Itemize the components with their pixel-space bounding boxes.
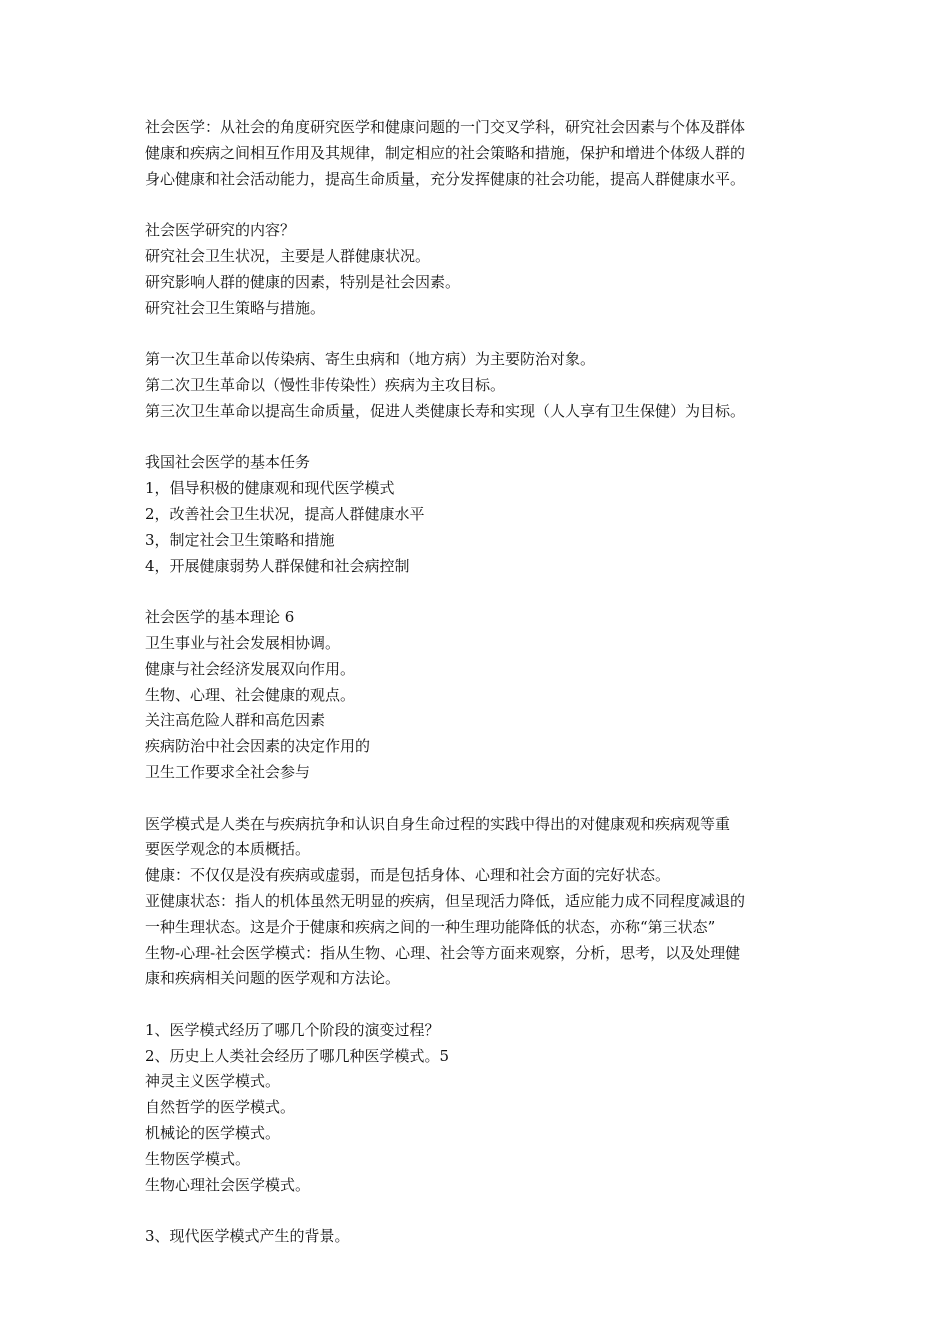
text-line: 社会医学：从社会的角度研究医学和健康问题的一门交叉学科，研究社会因素与个体及群体 <box>145 118 746 136</box>
section-heading: 社会医学研究的内容？ <box>145 221 296 240</box>
question-line: 1、医学模式经历了哪几个阶段的演变过程？ <box>145 1020 440 1039</box>
text-line: 第三次卫生革命以提高生命质量，促进人类健康长寿和实现（人人享有卫生保健）为目标。 <box>145 401 746 420</box>
text-line: 第二次卫生革命以（慢性非传染性）疾病为主攻目标。 <box>145 375 506 394</box>
list-item: 生物心理社会医学模式。 <box>145 1175 311 1194</box>
list-item: 健康与社会经济发展双向作用。 <box>145 659 356 678</box>
list-item: 生物、心理、社会健康的观点。 <box>145 685 356 704</box>
list-item: 自然哲学的医学模式。 <box>145 1098 296 1117</box>
list-item: 3，制定社会卫生策略和措施 <box>145 530 335 549</box>
section-definition <box>145 115 810 192</box>
text-line: 第一次卫生革命以传染病、寄生虫病和（地方病）为主要防治对象。 <box>145 350 596 369</box>
list-item: 卫生工作要求全社会参与 <box>145 762 311 781</box>
section-basic-tasks <box>145 450 810 579</box>
section-heading: 社会医学的基本理论 6 <box>145 608 295 627</box>
text-line: 研究影响人群的健康的因素，特别是社会因素。 <box>145 272 461 291</box>
section-model-stages <box>145 1018 810 1199</box>
text-line: 亚健康状态：指人的机体虽然无明显的疾病，但呈现活力降低，适应能力成不同程度减退的 <box>145 891 746 910</box>
list-item: 1，倡导积极的健康观和现代医学模式 <box>145 479 395 498</box>
text-line: 康和疾病相关问题的医学观和方法论。 <box>145 969 401 988</box>
text-line: 一种生理状态。这是介于健康和疾病之间的一种生理功能降低的状态，亦称“第三状态” <box>145 917 716 936</box>
section-research-content <box>145 218 810 321</box>
list-item: 4，开展健康弱势人群保健和社会病控制 <box>145 556 410 575</box>
list-item: 神灵主义医学模式。 <box>145 1072 281 1091</box>
text-line: 要医学观念的本质概括。 <box>145 840 311 859</box>
text-line: 生物-心理-社会医学模式：指从生物、心理、社会等方面来观察，分析，思考，以及处理健 <box>145 943 741 962</box>
list-item: 卫生事业与社会发展相协调。 <box>145 633 341 652</box>
list-item: 关注高危险人群和高危因素 <box>145 711 326 730</box>
text-line: 健康：不仅仅是没有疾病或虚弱，而是包括身体、心理和社会方面的完好状态。 <box>145 866 671 885</box>
section-background <box>145 1224 810 1250</box>
question-line: 3、现代医学模式产生的背景。 <box>145 1227 350 1246</box>
text-line: 医学模式是人类在与疾病抗争和认识自身生命过程的实践中得出的对健康观和疾病观等重 <box>145 814 731 833</box>
question-line: 2、历史上人类社会经历了哪几种医学模式。5 <box>145 1046 450 1065</box>
section-medical-model <box>145 812 810 993</box>
section-heading: 我国社会医学的基本任务 <box>145 453 311 472</box>
section-basic-theory <box>145 605 810 786</box>
list-item: 生物医学模式。 <box>145 1149 251 1168</box>
section-health-revolutions <box>145 347 810 424</box>
text-line: 研究社会卫生状况，主要是人群健康状况。 <box>145 246 431 265</box>
list-item: 2，改善社会卫生状况，提高人群健康水平 <box>145 504 425 523</box>
text-line: 健康和疾病之间相互作用及其规律，制定相应的社会策略和措施，保护和增进个体级人群的 <box>145 143 746 162</box>
text-line: 身心健康和社会活动能力，提高生命质量，充分发挥健康的社会功能，提高人群健康水平。 <box>145 169 746 188</box>
document-page <box>145 115 810 1276</box>
text-line: 研究社会卫生策略与措施。 <box>145 298 326 317</box>
list-item: 机械论的医学模式。 <box>145 1124 281 1143</box>
list-item: 疾病防治中社会因素的决定作用的 <box>145 737 371 756</box>
